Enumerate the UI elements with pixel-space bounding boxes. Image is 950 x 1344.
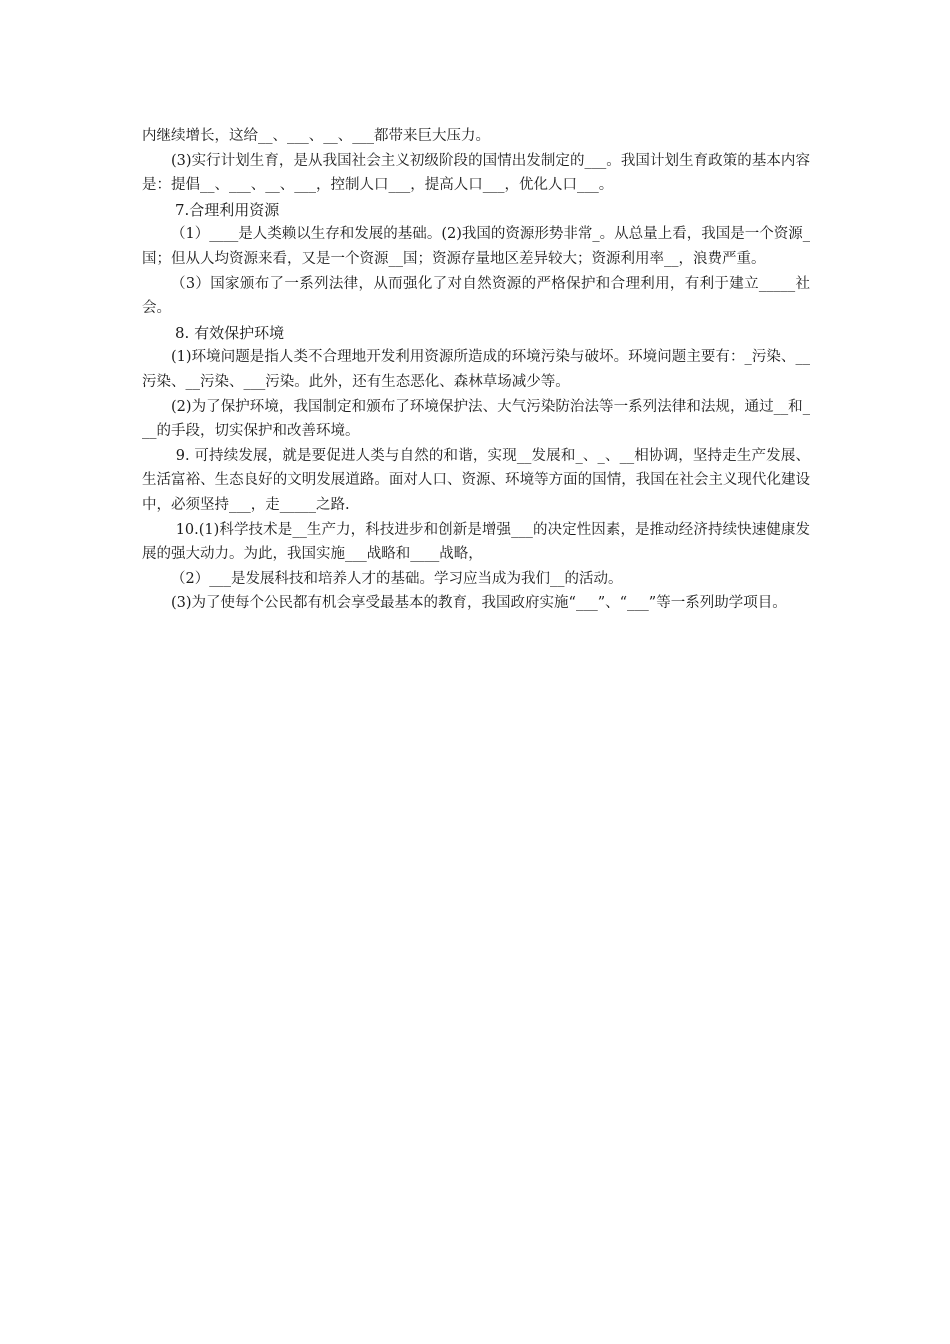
paragraph-7: 9. 可持续发展，就是要促进人类与自然的和谐，实现__发展和_、_、__相协调，坚持走生产发展、生活富裕、生态良好的文明发展道路。面对人口、资源、环境等方面的国情，我国在社会主义现代化建设中，必须坚持___，走_____之路.	[142, 447, 811, 513]
section-heading-8: 8. 有效保护环境	[175, 323, 285, 342]
paragraph-8: 10.(1)科学技术是__生产力，科技进步和创新是增强___的决定性因素，是推动经济持续快速健康发展的强大动力。为此，我国实施___战略和____战略，	[142, 521, 810, 563]
paragraph-9: （2）___是发展科技和培养人才的基础。学习应当成为我们__的活动。	[171, 570, 623, 587]
paragraph-1: 内继续增长，这给__、___、__、___都带来巨大压力。	[142, 128, 490, 144]
paragraph-10: (3)为了使每个公民都有机会享受最基本的教育，我国政府实施“___”、“___”等一系列助学项目。	[171, 595, 787, 612]
paragraph-6: (2)为了保护环境，我国制定和颁布了环境保护法、大气污染防治法等一系列法律和法规，通过__和___的手段，切实保护和改善环境。	[142, 398, 810, 440]
section-heading-7: 7.合理利用资源	[175, 200, 280, 219]
document-body	[142, 124, 810, 616]
paragraph-3: （1）____是人类赖以生存和发展的基础。(2)我国的资源形势非常_。从总量上看，我国是一个资源_国；但从人均资源来看，又是一个资源__国；资源存量地区差异较大；资源利用率__，浪费严重。	[142, 226, 810, 267]
paragraph-2: (3)实行计划生育，是从我国社会主义初级阶段的国情出发制定的___。我国计划生育政策的基本内容是：提倡__、___、__、___，控制人口___，提高人口___，优化人口___。	[142, 152, 810, 194]
paragraph-4: （3）国家颁布了一系列法律，从而强化了对自然资源的严格保护和合理利用，有利于建立_____社会。	[142, 275, 810, 317]
paragraph-5: (1)环境问题是指人类不合理地开发利用资源所造成的环境污染与破坏。环境问题主要有：_污染、__污染、__污染、___污染。此外，还有生态恶化、森林草场减少等。	[142, 349, 810, 390]
